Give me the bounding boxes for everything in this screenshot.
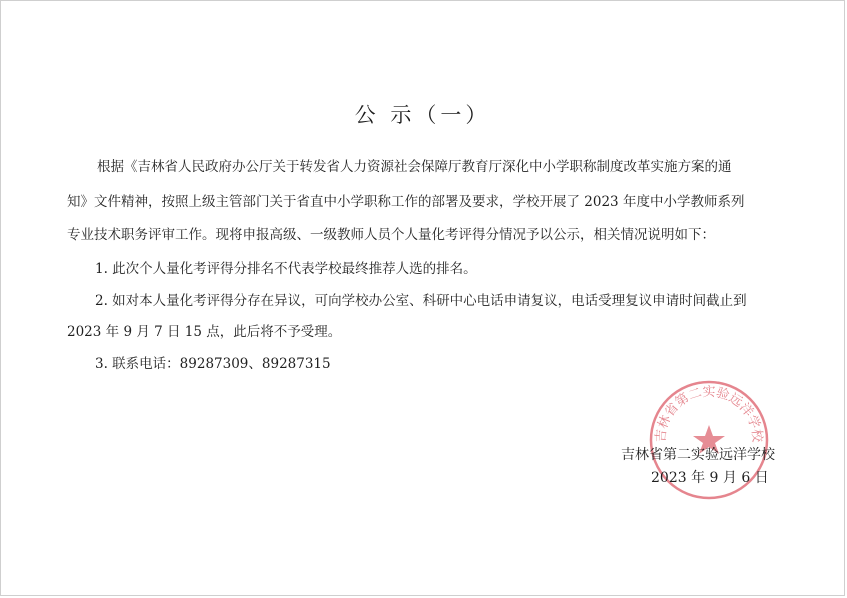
paragraph1-line2: 知》文件精神，按照上级主管部门关于省直中小学职称工作的部署及要求，学校开展了 2023 年度中小学教师系列 [67,194,745,210]
svg-text:吉林省第二实验远洋学校: 吉林省第二实验远洋学校 [653,385,765,443]
notice-title: 公 示（一） [354,103,491,127]
item2-line1: 2. 如对本人量化考评得分存在异议，可向学校办公室、科研中心电话申请复议，电话受理复议申请时间截止到 [95,293,747,309]
paragraph1-line3: 专业技术职务评审工作。现将申报高级、一级教师人员个人量化考评得分情况予以公示，相关情况说明如下： [67,227,715,243]
signature-date: 2023 年 9 月 6 日 [651,470,769,486]
item3: 3. 联系电话：89287309、89287315 [95,356,331,372]
signature-school: 吉林省第二实验远洋学校 [621,447,775,463]
item2-line2: 2023 年 9 月 7 日 15 点，此后将不予受理。 [67,324,342,340]
item1: 1. 此次个人量化考评得分排名不代表学校最终推荐人选的排名。 [95,261,477,277]
paragraph1-line1: 根据《吉林省人民政府办公厅关于转发省人力资源社会保障厅教育厅深化中小学职称制度改革实施方案的通 [97,159,732,175]
